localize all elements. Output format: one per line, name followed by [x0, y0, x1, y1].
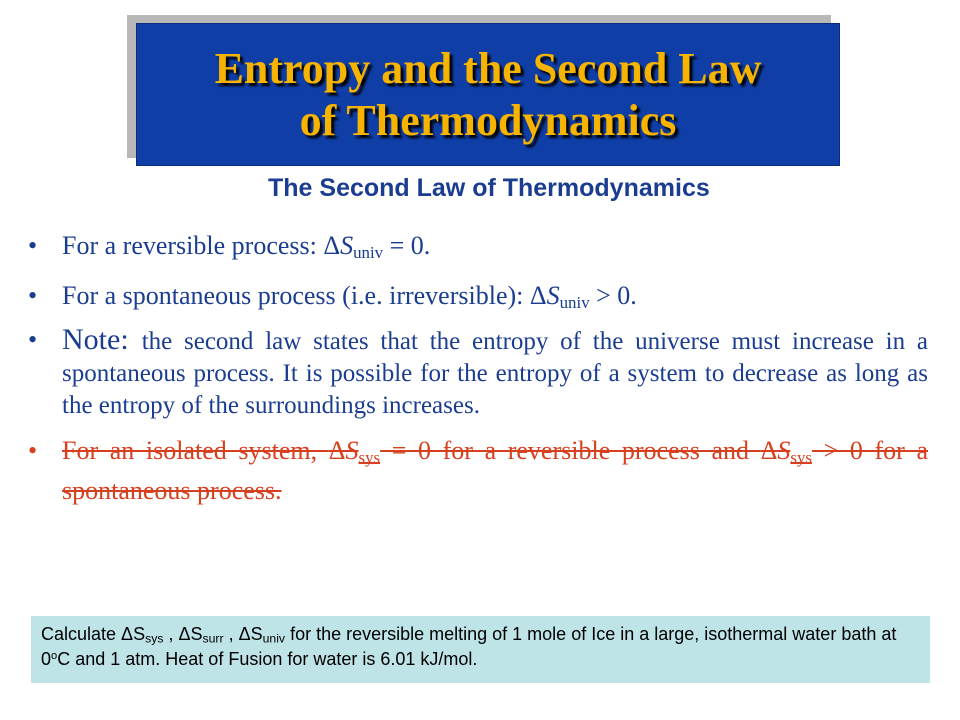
note-lead: Note: [62, 323, 142, 356]
bullet-spontaneous: • For a spontaneous process (i.e. irreversible): $\Delta S_{univ} > 0$. [28, 278, 928, 314]
note-text: the second law states that the entropy of the universe must increase in a spontaneous process. It is possible for the entropy of a system to decrease as long as the entropy of the surroundings increases. [62, 328, 928, 419]
title-line-2: of Thermodynamics [299, 95, 677, 145]
bullet-reversible: • For a reversible process: $\Delta S_{univ} = 0$. [28, 228, 928, 264]
section-subtitle: The Second Law of Thermodynamics [268, 174, 710, 202]
bullet-list [28, 228, 928, 511]
bullet-note [28, 324, 928, 421]
bullet-isolated-system-struck: • For an isolated system, $\Delta S_{sys} = 0$ for a reversible process and $\Delta S_{sys} > 0$ for a spontaneous process. [28, 431, 928, 511]
title-line-1: Entropy and the Second Law [214, 43, 762, 93]
calculation-prompt-box: Calculate $\Delta S_{sys}$ , $\Delta S_{surr}$ , $\Delta S_{univ}$ for the reversible melting of 1 mole of Ice in a large, isothermal water bath at 0$^o$C and 1 atm. Heat of Fusion for water is 6.01 kJ/mol. [31, 616, 930, 683]
bullet-dot: • [28, 325, 38, 354]
bullet-dot: • [28, 281, 38, 310]
bullet-dot: • [28, 436, 38, 465]
title-banner [136, 23, 840, 166]
bullet-dot: • [28, 231, 38, 260]
